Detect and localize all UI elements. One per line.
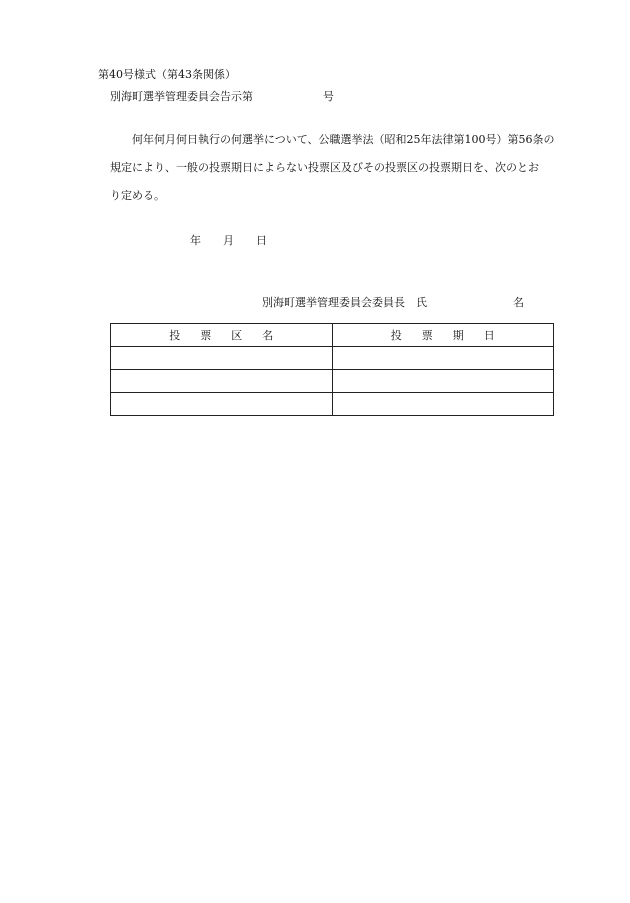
header-char: 投: [390, 329, 402, 342]
body-line-3: り定める。: [110, 189, 165, 202]
header-polling-district-name: [111, 324, 333, 347]
header-char: 期: [452, 329, 464, 342]
body-line-1: [110, 126, 556, 154]
header-polling-date: [332, 324, 554, 347]
table-cell: [111, 393, 333, 416]
header-char: 名: [262, 329, 274, 342]
notice-prefix: 別海町選挙管理委員会告示第: [110, 90, 253, 103]
notice-number-line: [110, 88, 334, 104]
body-line-1-text: 何年何月何日執行の何選挙について、公職選挙法（昭和25年法律第100号）第56条の: [132, 133, 555, 146]
header-char: 票: [421, 329, 433, 342]
table-row: [111, 370, 554, 393]
table-cell: [332, 347, 554, 370]
header-char: 投: [169, 329, 181, 342]
header-char: 票: [200, 329, 212, 342]
signature-line: [262, 294, 524, 310]
notice-suffix: 号: [323, 90, 334, 103]
body-line-2: 規定により、一般の投票期日によらない投票区及びその投票区の投票期日を、次のとお: [110, 161, 539, 174]
table-cell: [111, 347, 333, 370]
table-row: [111, 347, 554, 370]
date-line: [190, 232, 267, 248]
table-cell: [332, 393, 554, 416]
date-month: 月: [223, 234, 234, 247]
table-row: [111, 393, 554, 416]
signature-suffix: 名: [513, 296, 524, 309]
table-cell: [111, 370, 333, 393]
form-number: 第40号様式（第43条関係）: [98, 68, 236, 81]
signature-title: 別海町選挙管理委員会委員長 氏: [262, 296, 427, 309]
table-cell: [332, 370, 554, 393]
body-text: [110, 126, 556, 210]
header-char: 日: [483, 329, 495, 342]
date-year: 年: [190, 234, 201, 247]
table-header-row: [111, 324, 554, 347]
header-char: 区: [231, 329, 243, 342]
polling-schedule-table: [110, 323, 554, 416]
date-day: 日: [256, 234, 267, 247]
